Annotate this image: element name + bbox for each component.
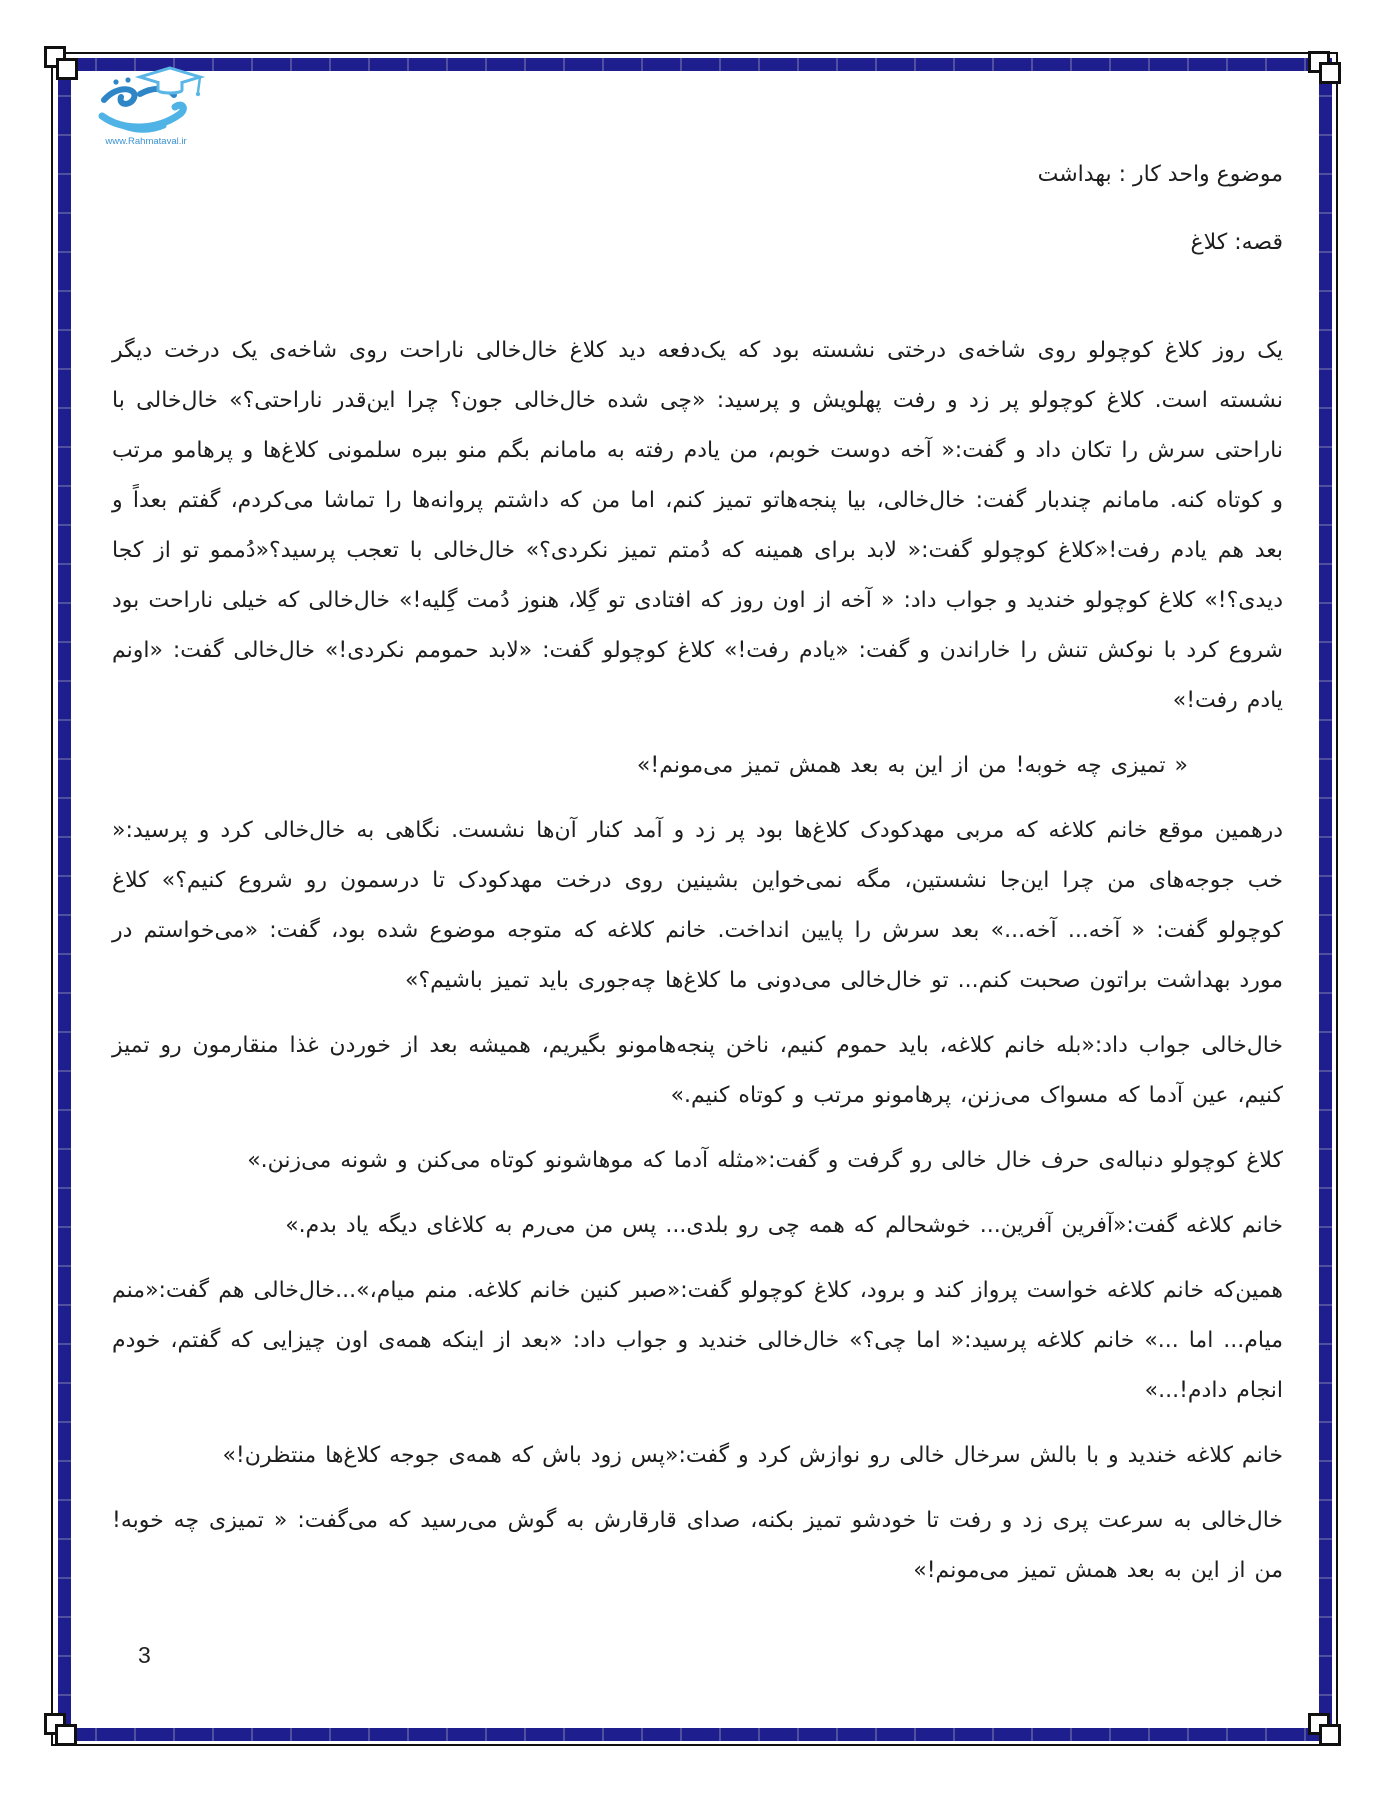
story-paragraph: خال‌خالی جواب داد:«بله خانم کلاغه، باید حموم کنیم، ناخن پنجه‌هامونو بگیریم، همیشه بعد از خوردن غذا منقارمون رو تمیز کنیم، عین آدما که مسواک می‌زنن، پرهامونو مرتب و کوتاه کنیم.» <box>112 1033 1283 1108</box>
logo-dot <box>113 79 118 84</box>
logo-dot <box>125 77 130 82</box>
story-paragraph: یک روز کلاغ کوچولو روی شاخه‌ی درختی نشسته بود که یک‌دفعه دید کلاغ خال‌خالی ناراحت روی شاخه‌ی یک درخت دیگر نشسته است. کلاغ کوچولو پر زد و رفت پهلویش و پرسید: «چی شده خال‌خالی جون؟ چرا این‌قدر ناراحتی؟» خال‌خالی با ناراحتی سرش را تکان داد و گفت:« آخه دوست خوبم، من یادم رفته به مامانم بگم منو ببره سلمونی کلاغ‌ها و پرهامو مرتب و کوتاه کنه. مامانم چندبار گفت: خال‌خالی، بیا پنجه‌هاتو تمیز کنم، اما من که داشتم پروانه‌ها را تماشا می‌کردم، گفتم بعداً و بعد هم یادم رفت!«کلاغ کوچولو گفت:« لابد برای همینه که دُمتم تمیز نکردی؟» خال‌خالی با تعجب پرسید؟«دُممو تو از کجا دیدی؟!» کلاغ کوچولو خندید و جواب داد: « آخه از اون روز که افتادی تو گِلا، هنوز دُمت گِلیه!» خال‌خالی که خیلی ناراحت بود شروع کرد با نوکش تنش را خاراندن و گفت: «یادم رفت!» کلاغ کوچولو گفت: «لابد حمومم نکردی!» خال‌خالی گفت: «اونم یادم رفت!» <box>112 338 1283 713</box>
page-number: 3 <box>138 1642 151 1668</box>
border-corner-ornament <box>55 1724 77 1746</box>
document-body <box>112 150 1283 1611</box>
page-border-top <box>58 58 1332 71</box>
border-corner-ornament <box>56 58 78 80</box>
story-paragraph: کلاغ کوچولو دنباله‌ی حرف خال خالی رو گرفت و گفت:«مثله آدما که موهاشونو کوتاه می‌کنن و شونه می‌زنن.» <box>247 1148 1283 1173</box>
story-quote-line: « تمیزی چه خوبه! من از این به بعد همش تمیز می‌مونم!» <box>636 753 1188 778</box>
logo-calligraphy-stroke <box>104 89 135 104</box>
story-paragraph: همین‌که خانم کلاغه خواست پرواز کند و برود، کلاغ کوچولو گفت:«صبر کنین خانم کلاغه. منم میام،»...خال‌خالی هم گفت:«منم میام... اما ...» خانم کلاغه پرسید:« اما چی؟» خال‌خالی خندید و جواب داد: «بعد از اینکه همه‌ی اون چیزایی که گفتم، خودم انجام دادم!...» <box>112 1278 1283 1403</box>
logo-calligraphy-stroke <box>102 105 183 127</box>
border-corner-ornament <box>1319 62 1341 84</box>
subject-heading: موضوع واحد کار : بهداشت <box>1037 162 1283 187</box>
story-paragraph: خانم کلاغه گفت:«آفرین آفرین... خوشحالم که همه چی رو بلدی... پس من می‌رم به کلاغای دیگه یاد بدم.» <box>285 1213 1283 1238</box>
logo-graphic <box>88 64 208 148</box>
story-paragraph: خانم کلاغه خندید و با بالش سرخال خالی رو نوازش کرد و گفت:«پس زود باش که همه‌ی جوجه کلاغ‌ها منتظرن!» <box>222 1443 1283 1468</box>
site-logo <box>88 64 208 148</box>
border-corner-ornament <box>1319 1724 1341 1746</box>
story-paragraph: درهمین موقع خانم کلاغه که مربی مهدکودک کلاغ‌ها بود پر زد و آمد کنار آن‌ها نشست. نگاهی به خال‌خالی کرد و پرسید:« خب جوجه‌های من چرا این‌جا نشستین، مگه نمی‌خواین بشینین روی درخت مهدکودک تا درسمون رو شروع کنیم؟» کلاغ کوچولو گفت: « آخه... آخه...» بعد سرش را پایین انداخت. خانم کلاغه که متوجه موضوع شده بود، گفت: «می‌خواستم در مورد بهداشت براتون صحبت کنم... تو خال‌خالی می‌دونی ما کلاغ‌ها چه‌جوری باید تمیز باشیم؟» <box>112 818 1283 993</box>
page-border-right <box>1319 58 1332 1741</box>
logo-url-text: www.Rahmataval.ir <box>105 136 187 147</box>
page-border-left <box>58 58 71 1741</box>
page-border-bottom <box>58 1728 1332 1741</box>
story-paragraph: خال‌خالی به سرعت پری زد و رفت تا خودشو تمیز بکنه، صدای قارقارش به گوش می‌رسید که می‌گفت: « تمیزی چه خوبه! من از این به بعد همش تمیز می‌مونم!» <box>112 1508 1283 1583</box>
story-title-heading: قصه: کلاغ <box>1190 230 1283 255</box>
